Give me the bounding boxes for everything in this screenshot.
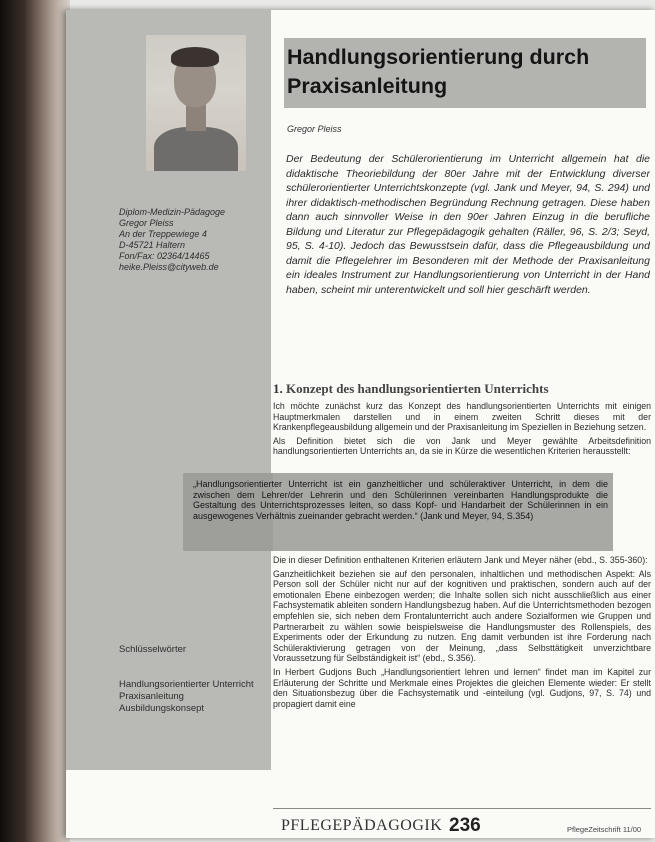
keywords-block	[119, 644, 279, 715]
author-photo-hair	[171, 47, 219, 67]
author-street: An der Treppewiege 4	[119, 229, 207, 239]
paragraph: In Herbert Gudjons Buch „Handlungsorientiert lehren und lernen“ findet man im Kapitel zur Erläuterung der Schritte und Merkmale eines Projektes die gleichen Elemente wieder: Er stellt den Situationsbezug über die Fachsystematik und -einteilung (vgl. Gudjons, 97, S. 74) und propagiert damit eine	[273, 666, 651, 709]
author-contact	[119, 207, 239, 273]
article-title	[287, 43, 647, 101]
article-author: Gregor Pleiss	[287, 124, 342, 134]
section-body-top	[273, 401, 651, 460]
article-title-line2: Praxisanleitung	[287, 74, 448, 98]
paragraph: Die in dieser Definition enthaltenen Kriterien erläutern Jank und Meyer näher (ebd., S. 355-360):	[273, 555, 648, 565]
keyword-item: Ausbildungskonsept	[119, 703, 205, 714]
footer-divider	[273, 808, 651, 809]
journal-meta: PflegeZeitschrift 11/00	[567, 825, 642, 834]
keyword-item: Praxisanleitung	[119, 691, 184, 702]
article-intro: Der Bedeutung der Schülerorientierung im Unterricht allgemein hat die didaktische Theoriebildung der 80er Jahre mit der Entwicklung diverser schülerorientierter Unterrichtskonzepte (vgl. Jank und Meyer, 94, S. 294) und ihrer didaktisch-methodischen Begründung Rechnung getragen. Diese haben dann auch sinnvoller Weise in den 90er Jahren Einzug in die berufliche Bildung und Literatur zur Pflegepädagogik gehalten (Räller, 96, S. 2/3; Seyd, 95, S. 4-10). Jedoch das Bewusstsein dafür, dass die Pflegeausbildung und damit die Pflegelehrer im Besonderen mit der Methode der Praxisanleitung ein ideales Instrument zur Handlungsorientierung von Unterricht in der Hand haben, scheint mir unterentwickelt und soll hier geschärft werden.	[286, 153, 650, 296]
author-email: heike.Pleiss@cityweb.de	[119, 262, 219, 272]
keywords-label: Schlüsselwörter	[119, 644, 187, 655]
definition-quote: „Handlungsorientierter Unterricht ist ein ganzheitlicher und schüleraktiver Unterricht, in dem die zwischen dem Lehrer/der Lehrerin und den Schülerinnen vereinbarten Handlungsprodukte die Gestaltung des Unterrichtsprozesses leiten, so dass Kopf- und Handarbeit der Schülerinnen in ein ausgewogenes Verhältnis zueinander gebracht werden.“ (Jank und Meyer, 94, S.354)	[193, 479, 608, 521]
article-title-line1: Handlungsorientierung durch	[287, 45, 590, 69]
section-body-bottom	[273, 555, 651, 712]
author-photo	[146, 35, 246, 171]
author-photo-shirt	[154, 127, 238, 171]
section-heading	[273, 381, 651, 397]
author-name: Gregor Pleiss	[119, 218, 174, 228]
section-number: 1.	[273, 381, 283, 396]
author-role: Diplom-Medizin-Pädagoge	[119, 207, 226, 217]
section-title: Konzept des handlungsorientierten Unterrichts	[286, 381, 549, 396]
author-photo-neck	[186, 103, 206, 131]
journal-brand: PFLEGEPÄDAGOGIK	[281, 817, 443, 834]
paragraph: Ich möchte zunächst kurz das Konzept des handlungsorientierten Unterrichts mit einigen Hauptmerkmalen darstellen und in einem zweiten Schritt dieses mit der Krankenpflegeausbildung allgemein und der Praxisanleitung im Speziellen in Beziehung setzen.	[273, 401, 651, 433]
author-city: D-45721 Haltern	[119, 240, 186, 250]
author-phone: Fon/Fax: 02364/14465	[119, 251, 210, 261]
keyword-item: Handlungsorientierter Unterricht	[119, 679, 254, 690]
paragraph: Als Definition bietet sich die von Jank und Meyer gewählte Arbeitsdefinition handlungsorientierten Unterrichts an, da sie in Kürze die wesentlichen Kriterien herausstellt:	[273, 435, 651, 457]
page-number: 236	[449, 815, 481, 836]
sidebar-footer-area	[66, 770, 271, 838]
paragraph: Ganzheitlichkeit beziehen sie auf den personalen, inhaltlichen und methodischen Aspekt: Als Person soll der Schüler nicht nur auf der kognitiven und praktischen, sondern auch auf der emotionalen Ebene einbezogen werden; die Inhalte sollen sich nicht ausschließlich aus einer Fachsystematik ableiten sondern Handlungsbezug haben. Auf die Unterrichtsmethoden bezogen empfehlen sie, sich neben dem Frontalunterricht auch andere Sozialformen wie Gruppen und Partnerarbeit zu wählen sowie beispielsweise die Handlungsmuster des Rollenspiels, des Experiments oder der Erkundung zu nutzen. Eng damit verbunden ist ihre Forderung nach Schüleraktivierung getragen von der Meinung, „dass Selbsttätigkeit unverzichtbare Voraussetzung für Selbständigkeit ist“ (ebd., S.356).	[273, 568, 651, 664]
background-left-shadow	[0, 0, 70, 842]
